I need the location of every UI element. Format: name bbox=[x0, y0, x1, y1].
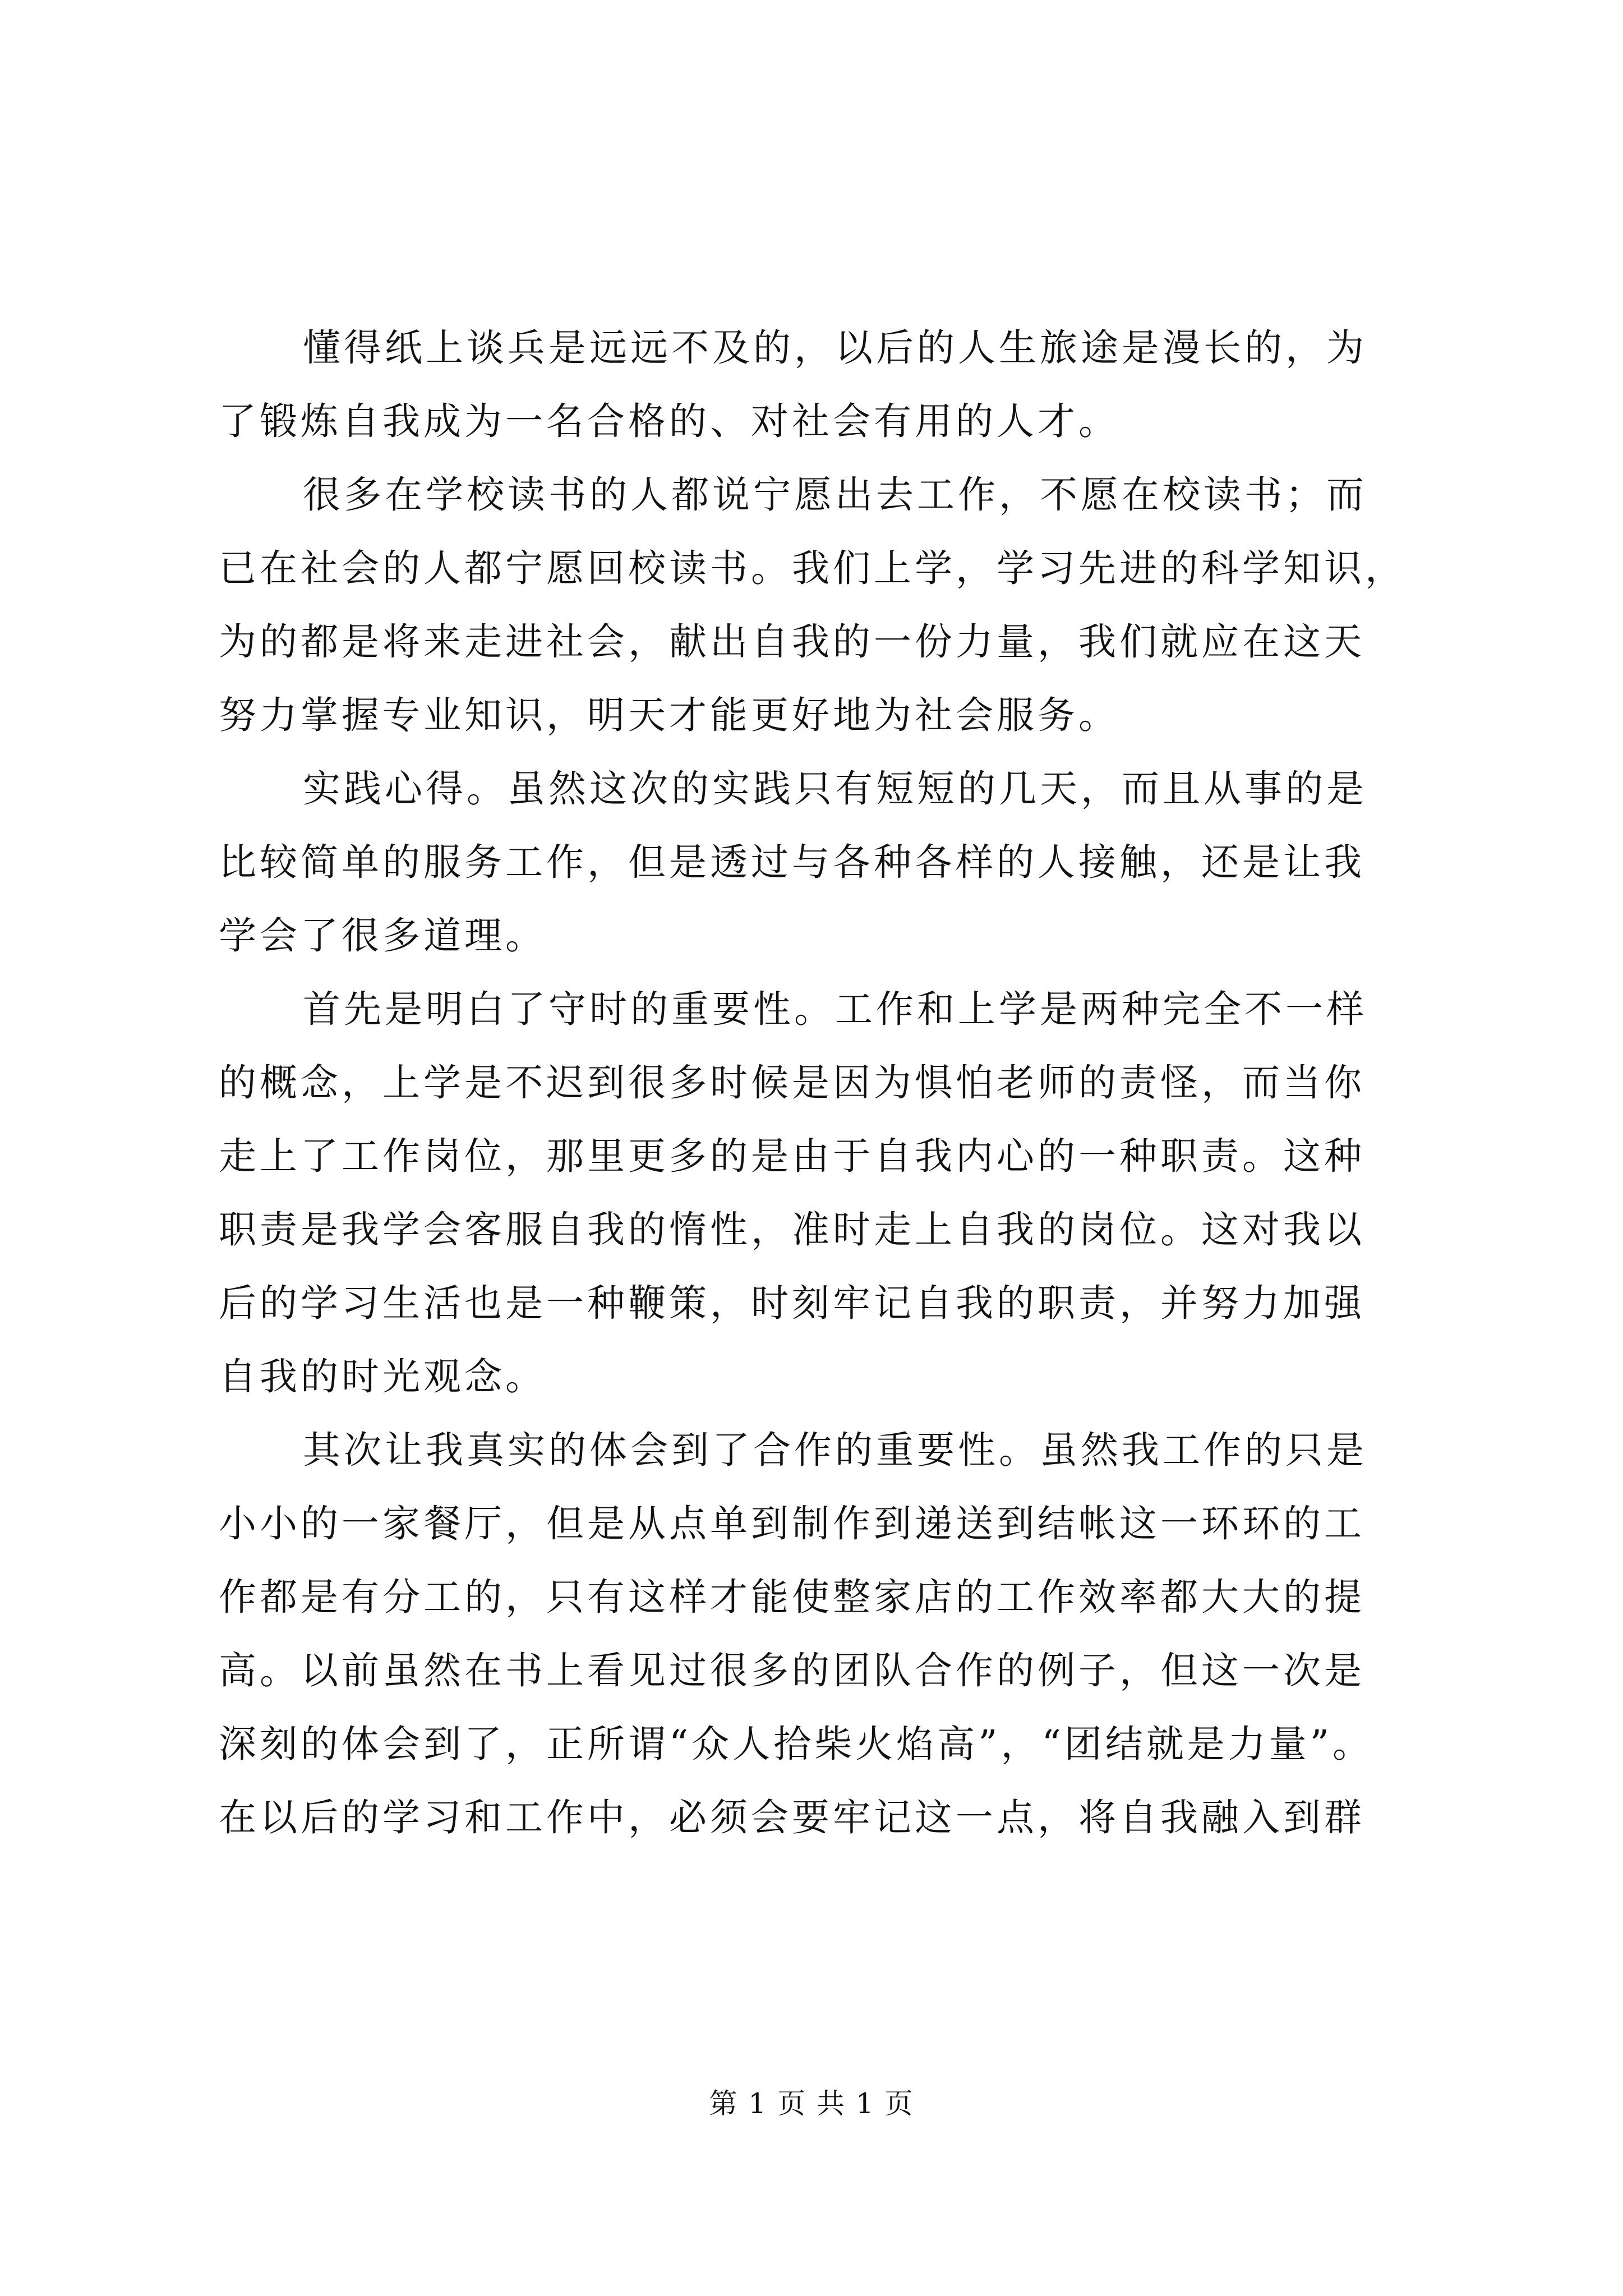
text-line: 作都是有分工的，只有这样才能使整家店的工作效率都大大的提 bbox=[219, 1575, 1365, 1619]
page-footer: 第 1 页 共 1 页 bbox=[709, 2087, 914, 2120]
text-line: 学会了很多道理。 bbox=[219, 914, 546, 958]
document-body bbox=[219, 311, 1438, 1855]
paragraph bbox=[219, 311, 1438, 458]
text-line: 努力掌握专业知识，明天才能更好地为社会服务。 bbox=[219, 693, 1119, 737]
text-line: 走上了工作岗位，那里更多的是由于自我内心的一种职责。这种 bbox=[219, 1134, 1365, 1178]
text-line: 已在社会的人都宁愿回校读书。我们上学，学习先进的科学知识， bbox=[219, 546, 1406, 590]
paragraph bbox=[219, 458, 1438, 752]
text-line: 的概念，上学是不迟到很多时候是因为惧怕老师的责怪，而当你 bbox=[219, 1061, 1365, 1105]
text-line: 职责是我学会客服自我的惰性，准时走上自我的岗位。这对我以 bbox=[219, 1208, 1365, 1251]
text-line: 首先是明白了守时的重要性。工作和上学是两种完全不一样 bbox=[303, 987, 1367, 1031]
text-line: 实践心得。虽然这次的实践只有短短的几天，而且从事的是 bbox=[303, 767, 1367, 811]
text-line: 为的都是将来走进社会，献出自我的一份力量，我们就应在这天 bbox=[219, 620, 1365, 664]
text-line: 深刻的体会到了，正所谓“众人拾柴火焰高”，“团结就是力量”。 bbox=[219, 1722, 1374, 1766]
text-line: 很多在学校读书的人都说宁愿出去工作，不愿在校读书；而 bbox=[303, 473, 1367, 517]
text-line: 比较简单的服务工作，但是透过与各种各样的人接触，还是让我 bbox=[219, 840, 1365, 884]
text-line: 了锻炼自我成为一名合格的、对社会有用的人才。 bbox=[219, 399, 1119, 443]
paragraph bbox=[219, 1414, 1438, 1855]
text-line: 小小的一家餐厅，但是从点单到制作到递送到结帐这一环环的工 bbox=[219, 1502, 1365, 1545]
text-line: 后的学习生活也是一种鞭策，时刻牢记自我的职责，并努力加强 bbox=[219, 1281, 1365, 1325]
text-line: 懂得纸上谈兵是远远不及的，以后的人生旅途是漫长的，为 bbox=[303, 326, 1367, 370]
paragraph bbox=[219, 973, 1438, 1414]
text-line: 在以后的学习和工作中，必须会要牢记这一点，将自我融入到群 bbox=[219, 1796, 1365, 1839]
text-line: 自我的时光观念。 bbox=[219, 1355, 546, 1398]
text-line: 高。以前虽然在书上看见过很多的团队合作的例子，但这一次是 bbox=[219, 1649, 1365, 1692]
text-line: 其次让我真实的体会到了合作的重要性。虽然我工作的只是 bbox=[303, 1428, 1367, 1472]
paragraph bbox=[219, 752, 1438, 973]
